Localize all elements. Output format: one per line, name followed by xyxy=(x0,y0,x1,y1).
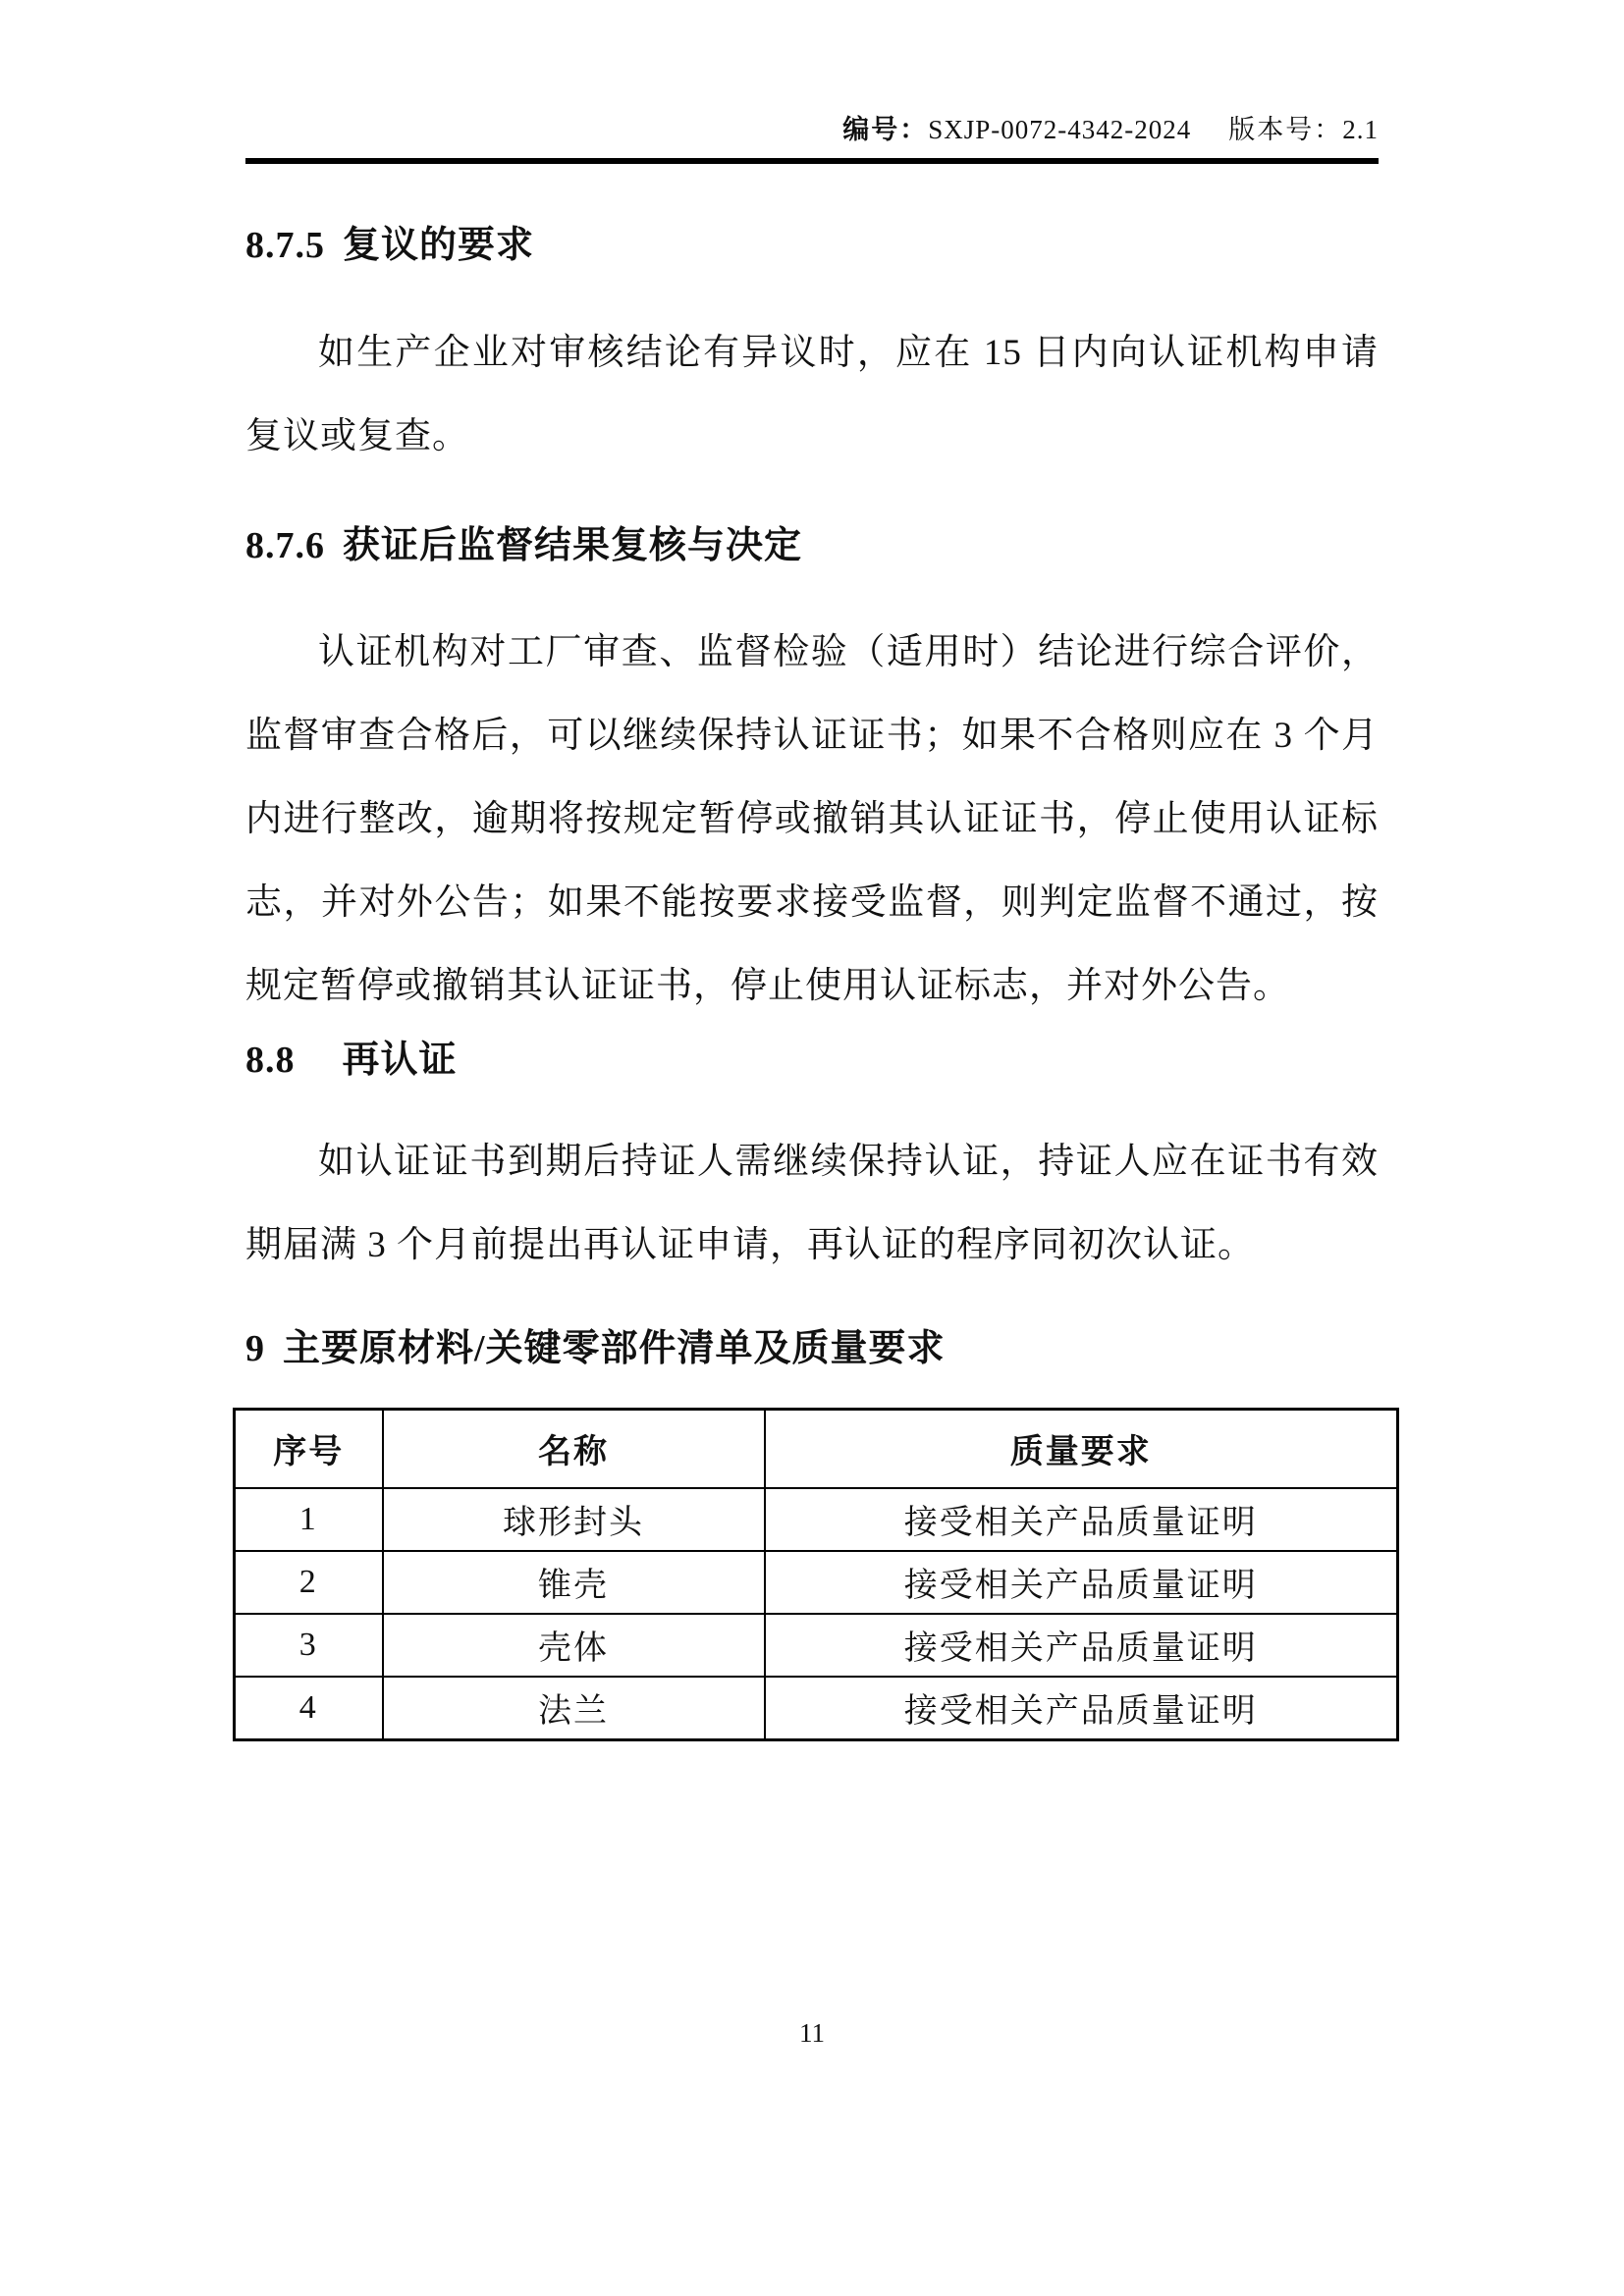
paragraph-supervision-result: 认证机构对工厂审查、监督检验（适用时）结论进行综合评价，监督审查合格后，可以继续保持认证证书；如果不合格则应在 3 个月内进行整改，逾期将按规定暂停或撤销其认证证书，停止使用认证标志，并对外公告；如果不能按要求接受监督，则判定监督不通过，按规定暂停或撤销其认证证书，停止使用认证标志，并对外公告。 xyxy=(245,632,1379,1007)
cell-name: 球形封头 xyxy=(383,1488,765,1551)
cell-index: 1 xyxy=(235,1488,383,1551)
table-header-row xyxy=(235,1409,1398,1488)
section-title: 再认证 xyxy=(342,1040,458,1082)
cell-index: 3 xyxy=(235,1614,383,1677)
section-number: 9 xyxy=(245,1328,265,1370)
table-row xyxy=(235,1551,1398,1614)
cell-quality: 接受相关产品质量证明 xyxy=(765,1677,1398,1740)
section-number: 8.7.5 xyxy=(245,225,325,266)
cell-index: 4 xyxy=(235,1677,383,1740)
doc-code-label: 编号： xyxy=(842,115,929,144)
cell-quality: 接受相关产品质量证明 xyxy=(765,1614,1398,1677)
page-number: 11 xyxy=(799,2017,825,2048)
table-row xyxy=(235,1614,1398,1677)
doc-version-label: 版本号： xyxy=(1228,115,1343,144)
cell-name: 锥壳 xyxy=(383,1551,765,1614)
section-number: 8.8 xyxy=(245,1040,296,1082)
section-heading-8-7-5 xyxy=(245,225,1379,268)
column-header-quality: 质量要求 xyxy=(765,1409,1398,1488)
materials-table xyxy=(233,1408,1399,1741)
doc-code-value: SXJP-0072-4342-2024 xyxy=(928,115,1192,144)
cell-name: 壳体 xyxy=(383,1614,765,1677)
section-heading-9 xyxy=(245,1328,1379,1371)
cell-quality: 接受相关产品质量证明 xyxy=(765,1488,1398,1551)
materials-table-body xyxy=(235,1488,1398,1740)
cell-name: 法兰 xyxy=(383,1677,765,1740)
page-footer xyxy=(0,2018,1624,2048)
section-number: 8.7.6 xyxy=(245,524,325,566)
cell-index: 2 xyxy=(235,1551,383,1614)
materials-table-header xyxy=(235,1409,1398,1488)
column-header-name: 名称 xyxy=(383,1409,765,1488)
section-title: 获证后监督结果复核与决定 xyxy=(343,524,803,566)
doc-version-value: 2.1 xyxy=(1342,115,1379,144)
table-row xyxy=(235,1677,1398,1740)
paragraph-recertification: 如认证证书到期后持证人需继续保持认证，持证人应在证书有效期届满 3 个月前提出再认证申请，再认证的程序同初次认证。 xyxy=(245,1142,1379,1266)
section-heading-8-8 xyxy=(245,1040,1379,1083)
section-title: 主要原材料/关键零部件清单及质量要求 xyxy=(283,1328,946,1370)
cell-quality: 接受相关产品质量证明 xyxy=(765,1551,1398,1614)
section-heading-8-7-6 xyxy=(245,525,1379,568)
table-row xyxy=(235,1488,1398,1551)
paragraph-review-request: 如生产企业对审核结论有异议时，应在 15 日内向认证机构申请复议或复查。 xyxy=(245,332,1379,456)
document-body xyxy=(245,225,1379,1741)
section-title: 复议的要求 xyxy=(343,225,535,266)
page-header xyxy=(245,0,1379,164)
column-header-index: 序号 xyxy=(235,1409,383,1488)
